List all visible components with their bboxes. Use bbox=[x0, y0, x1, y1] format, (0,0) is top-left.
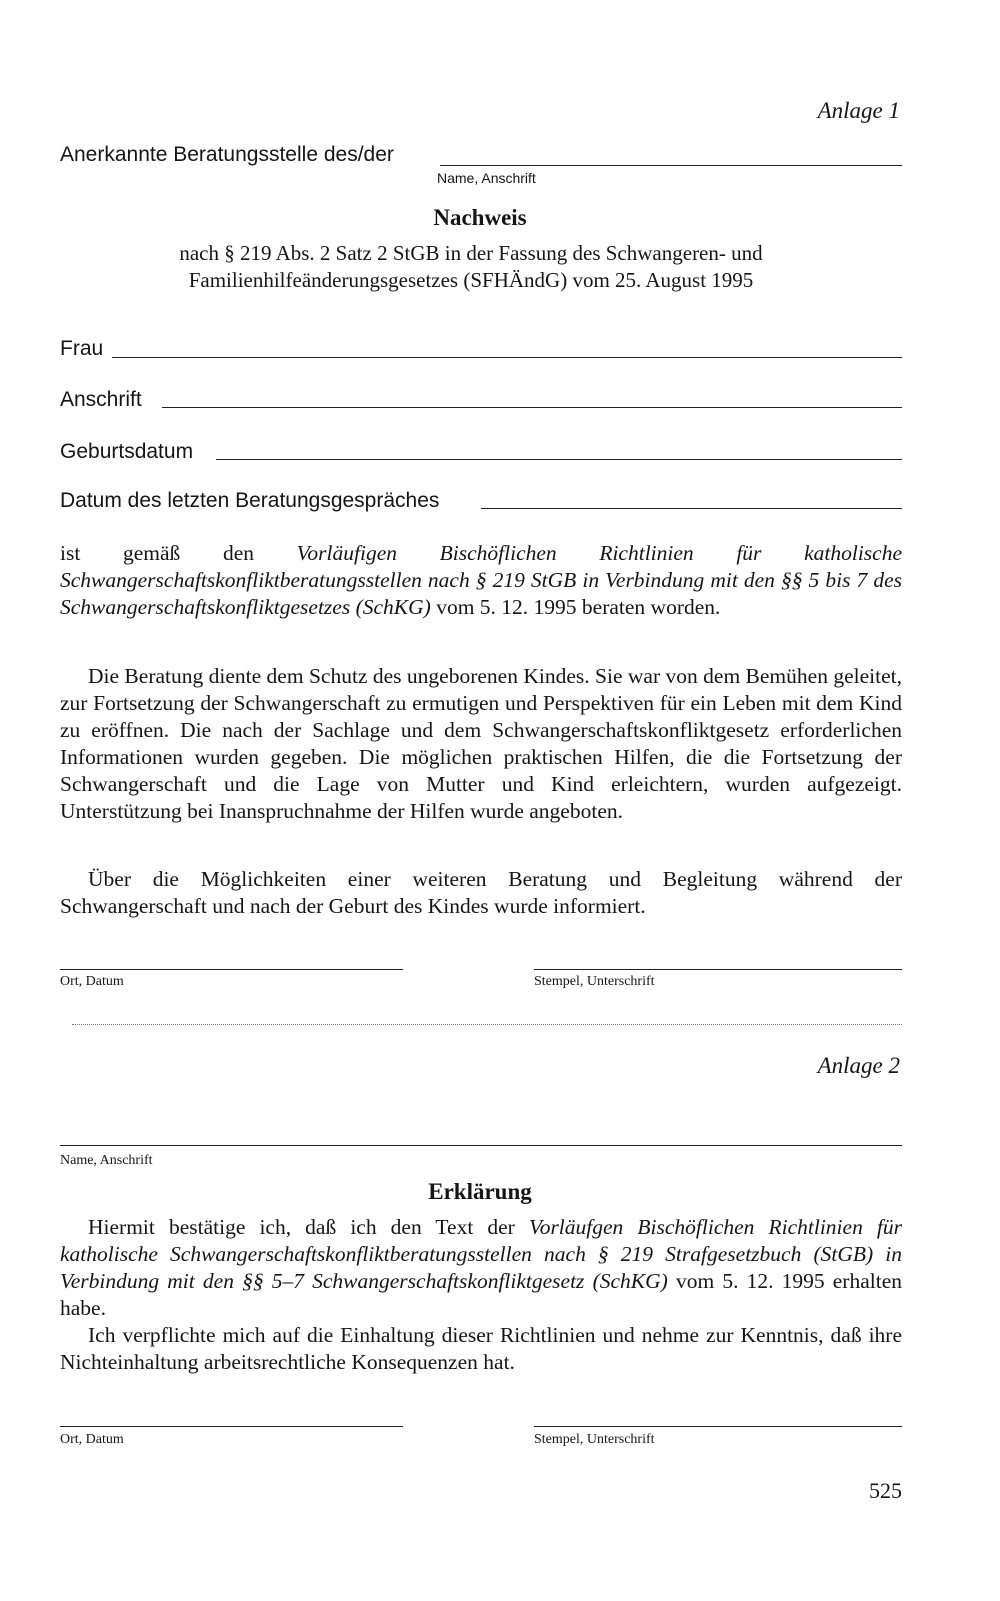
ort-datum-caption-2: Ort, Datum bbox=[60, 1432, 124, 1447]
cut-line bbox=[72, 1022, 902, 1025]
erklaerung-para2-text: Ich verpflichte mich auf die Einhaltung dieser Richtlinien und nehme zur Kenntnis, daß ihre Nichteinhaltung arbeitsrechtliche Konsequenzen hat. bbox=[60, 1323, 902, 1374]
nachweis-subtitle-1: nach § 219 Abs. 2 Satz 2 StGB in der Fassung des Schwangeren- und bbox=[179, 241, 763, 265]
nachweis-paragraph-3 bbox=[60, 866, 902, 920]
erklaerung-title: Erklärung bbox=[428, 1179, 532, 1204]
anlage-2-label: Anlage 2 bbox=[817, 1053, 900, 1078]
para1-suffix: vom 5. 12. 1995 beraten worden. bbox=[430, 595, 721, 619]
stempel-unterschrift-field-1[interactable] bbox=[534, 951, 902, 970]
beratungsstelle-label: Anerkannte Beratungsstelle des/der bbox=[60, 143, 394, 166]
stempel-unterschrift-field-2[interactable] bbox=[534, 1408, 902, 1427]
para2-text: Die Beratung diente dem Schutz des ungeborenen Kindes. Sie war von dem Bemühen geleitet, zur Fortsetzung der Schwangerschaft zu ermutigen und Perspektiven für ein Leben mit dem Kind zu eröffnen. Die nach der Sachlage und dem Schwangerschaftskonfliktgesetz erforderlichen Informationen wurden gegeben. Die möglichen praktischen Hilfen, die die Fortsetzung der Schwangerschaft und die Lage von Mutter und Kind erleichtern, wurden aufgezeigt. Unterstützung bei Inanspruchnahme der Hilfen wurde angeboten. bbox=[60, 664, 902, 823]
erklaerung-paragraph-2 bbox=[60, 1322, 902, 1376]
anlage-1-label: Anlage 1 bbox=[817, 98, 900, 123]
name-anschrift-caption-2: Name, Anschrift bbox=[60, 1153, 153, 1168]
anschrift-label: Anschrift bbox=[60, 388, 142, 411]
nachweis-subtitle-2: Familienhilfeänderungsgesetzes (SFHÄndG) vom 25. August 1995 bbox=[188, 268, 754, 292]
nachweis-paragraph-1 bbox=[60, 540, 902, 621]
page-number: 525 bbox=[869, 1478, 902, 1503]
para1-prefix: ist gemäß den bbox=[60, 541, 297, 565]
ort-datum-field-2[interactable] bbox=[60, 1408, 403, 1427]
frau-field[interactable] bbox=[112, 339, 902, 358]
stempel-unterschrift-caption-2: Stempel, Unterschrift bbox=[534, 1432, 655, 1447]
nachweis-title: Nachweis bbox=[433, 205, 527, 230]
richtlinien-title: Vorläufigen Bischöflichen Richtlinien für katholische Schwangerschaftskonfliktberatungsstellen nach § 219 StGB in Verbindung mit den §§ 5 bis 7 des Schwangerschaftskonfliktgesetzes (SchKG) bbox=[60, 541, 902, 619]
anschrift-field[interactable] bbox=[162, 389, 902, 408]
nachweis-paragraph-2 bbox=[60, 663, 902, 825]
erklaerung-paragraph-1 bbox=[60, 1214, 902, 1322]
beratungsdatum-field[interactable] bbox=[481, 490, 902, 509]
geburtsdatum-field[interactable] bbox=[216, 441, 902, 460]
erklaerung-suffix: vom 5. 12. 1995 erhalten habe. bbox=[60, 1269, 902, 1320]
ort-datum-field-1[interactable] bbox=[60, 951, 403, 970]
para3-text: Über die Möglichkeiten einer weiteren Beratung und Begleitung während der Schwangerschaft und nach der Geburt des Kindes wurde informiert. bbox=[60, 867, 902, 918]
erklaerung-prefix: Hiermit bestätige ich, daß ich den Text der bbox=[88, 1215, 529, 1239]
ort-datum-caption-1: Ort, Datum bbox=[60, 974, 124, 989]
beratungsdatum-label: Datum des letzten Beratungsgespräches bbox=[60, 489, 440, 512]
beratungsstelle-field[interactable] bbox=[440, 147, 902, 166]
name-anschrift-field[interactable] bbox=[60, 1127, 902, 1146]
stempel-unterschrift-caption-1: Stempel, Unterschrift bbox=[534, 974, 655, 989]
geburtsdatum-label: Geburtsdatum bbox=[60, 440, 194, 463]
frau-label: Frau bbox=[60, 337, 104, 360]
name-anschrift-caption: Name, Anschrift bbox=[437, 170, 536, 186]
erklaerung-richtlinien-title: Vorläufgen Bischöflichen Richtlinien für katholische Schwangerschaftskonfliktberatungsstellen nach § 219 Strafgesetzbuch (StGB) in Verbindung mit den §§ 5–7 Schwangerschaftskonfliktgesetz (SchKG) bbox=[60, 1215, 902, 1293]
